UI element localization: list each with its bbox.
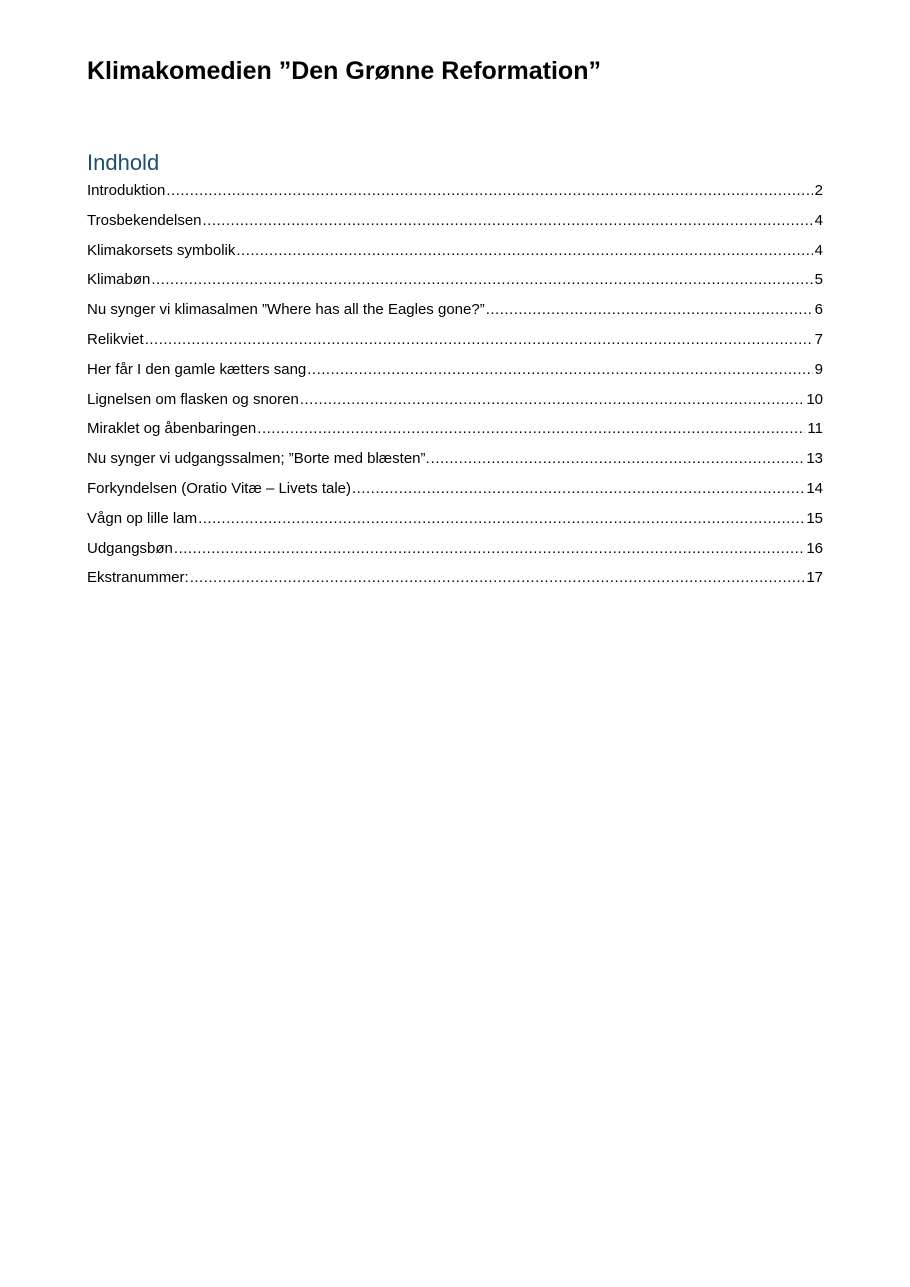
toc-entry-page: 4 bbox=[814, 241, 823, 259]
toc-list bbox=[87, 181, 823, 598]
toc-entry[interactable] bbox=[87, 360, 823, 390]
toc-entry-page: 13 bbox=[806, 450, 823, 468]
toc-entry-label: Relikviet bbox=[87, 330, 144, 348]
toc-dot-leader bbox=[145, 330, 813, 350]
toc-entry[interactable] bbox=[87, 300, 823, 330]
toc-dot-leader bbox=[190, 568, 805, 588]
toc-dot-leader bbox=[198, 509, 804, 529]
toc-entry[interactable] bbox=[87, 270, 823, 300]
toc-entry[interactable] bbox=[87, 479, 823, 509]
toc-dot-leader bbox=[203, 211, 813, 231]
toc-dot-leader bbox=[300, 390, 805, 410]
toc-entry-label: Udgangsbøn bbox=[87, 539, 173, 557]
toc-entry-page: 10 bbox=[806, 390, 823, 408]
toc-entry-label: Vågn op lille lam bbox=[87, 509, 198, 527]
toc-dot-leader bbox=[151, 270, 812, 290]
toc-entry-label: Klimabøn bbox=[87, 271, 151, 289]
toc-dot-leader bbox=[352, 479, 804, 499]
toc-dot-leader bbox=[166, 181, 812, 201]
toc-entry-label: Ekstranummer: bbox=[87, 569, 189, 587]
toc-entry-label: Nu synger vi udgangssalmen; ”Borte med blæsten”. bbox=[87, 450, 430, 468]
toc-entry[interactable] bbox=[87, 390, 823, 420]
toc-entry-page: 16 bbox=[806, 539, 823, 557]
toc-dot-leader bbox=[486, 300, 813, 320]
toc-entry-page: 14 bbox=[806, 479, 823, 497]
toc-entry-page: 5 bbox=[814, 271, 823, 289]
toc-dot-leader bbox=[307, 360, 812, 380]
toc-entry-page: 9 bbox=[814, 360, 823, 378]
toc-entry-page: 11 bbox=[807, 420, 823, 438]
toc-entry-page: 17 bbox=[806, 569, 823, 587]
toc-dot-leader bbox=[257, 419, 805, 439]
toc-entry-page: 4 bbox=[814, 211, 823, 229]
toc-entry-label: Trosbekendelsen bbox=[87, 211, 202, 229]
toc-entry[interactable] bbox=[87, 330, 823, 360]
toc-entry[interactable] bbox=[87, 211, 823, 241]
toc-entry[interactable] bbox=[87, 419, 823, 449]
toc-entry[interactable] bbox=[87, 241, 823, 271]
toc-entry-label: Introduktion bbox=[87, 182, 166, 199]
toc-entry-page: 15 bbox=[806, 509, 823, 527]
toc-entry-label: Miraklet og åbenbaringen bbox=[87, 420, 257, 438]
toc-entry-page: 2 bbox=[814, 182, 823, 199]
toc-entry[interactable] bbox=[87, 509, 823, 539]
document-title: Klimakomedien ”Den Grønne Reformation” bbox=[87, 57, 601, 85]
toc-dot-leader bbox=[174, 539, 804, 559]
toc-entry-label: Klimakorsets symbolik bbox=[87, 241, 236, 259]
toc-entry-page: 7 bbox=[814, 330, 823, 348]
toc-entry[interactable] bbox=[87, 449, 823, 479]
toc-entry-page: 6 bbox=[814, 301, 823, 319]
table-of-contents bbox=[87, 148, 823, 598]
toc-entry-label: Her får I den gamle kætters sang bbox=[87, 360, 307, 378]
toc-entry-label: Forkyndelsen (Oratio Vitæ – Livets tale) bbox=[87, 479, 352, 497]
toc-heading: Indhold bbox=[87, 150, 160, 175]
toc-entry[interactable] bbox=[87, 539, 823, 569]
toc-entry-label: Lignelsen om flasken og snoren bbox=[87, 390, 299, 408]
toc-entry-label: Nu synger vi klimasalmen ”Where has all the Eagles gone?” bbox=[87, 301, 485, 319]
toc-entry[interactable] bbox=[87, 181, 823, 211]
toc-dot-leader bbox=[236, 241, 812, 261]
toc-dot-leader bbox=[431, 449, 805, 469]
toc-entry[interactable] bbox=[87, 568, 823, 598]
